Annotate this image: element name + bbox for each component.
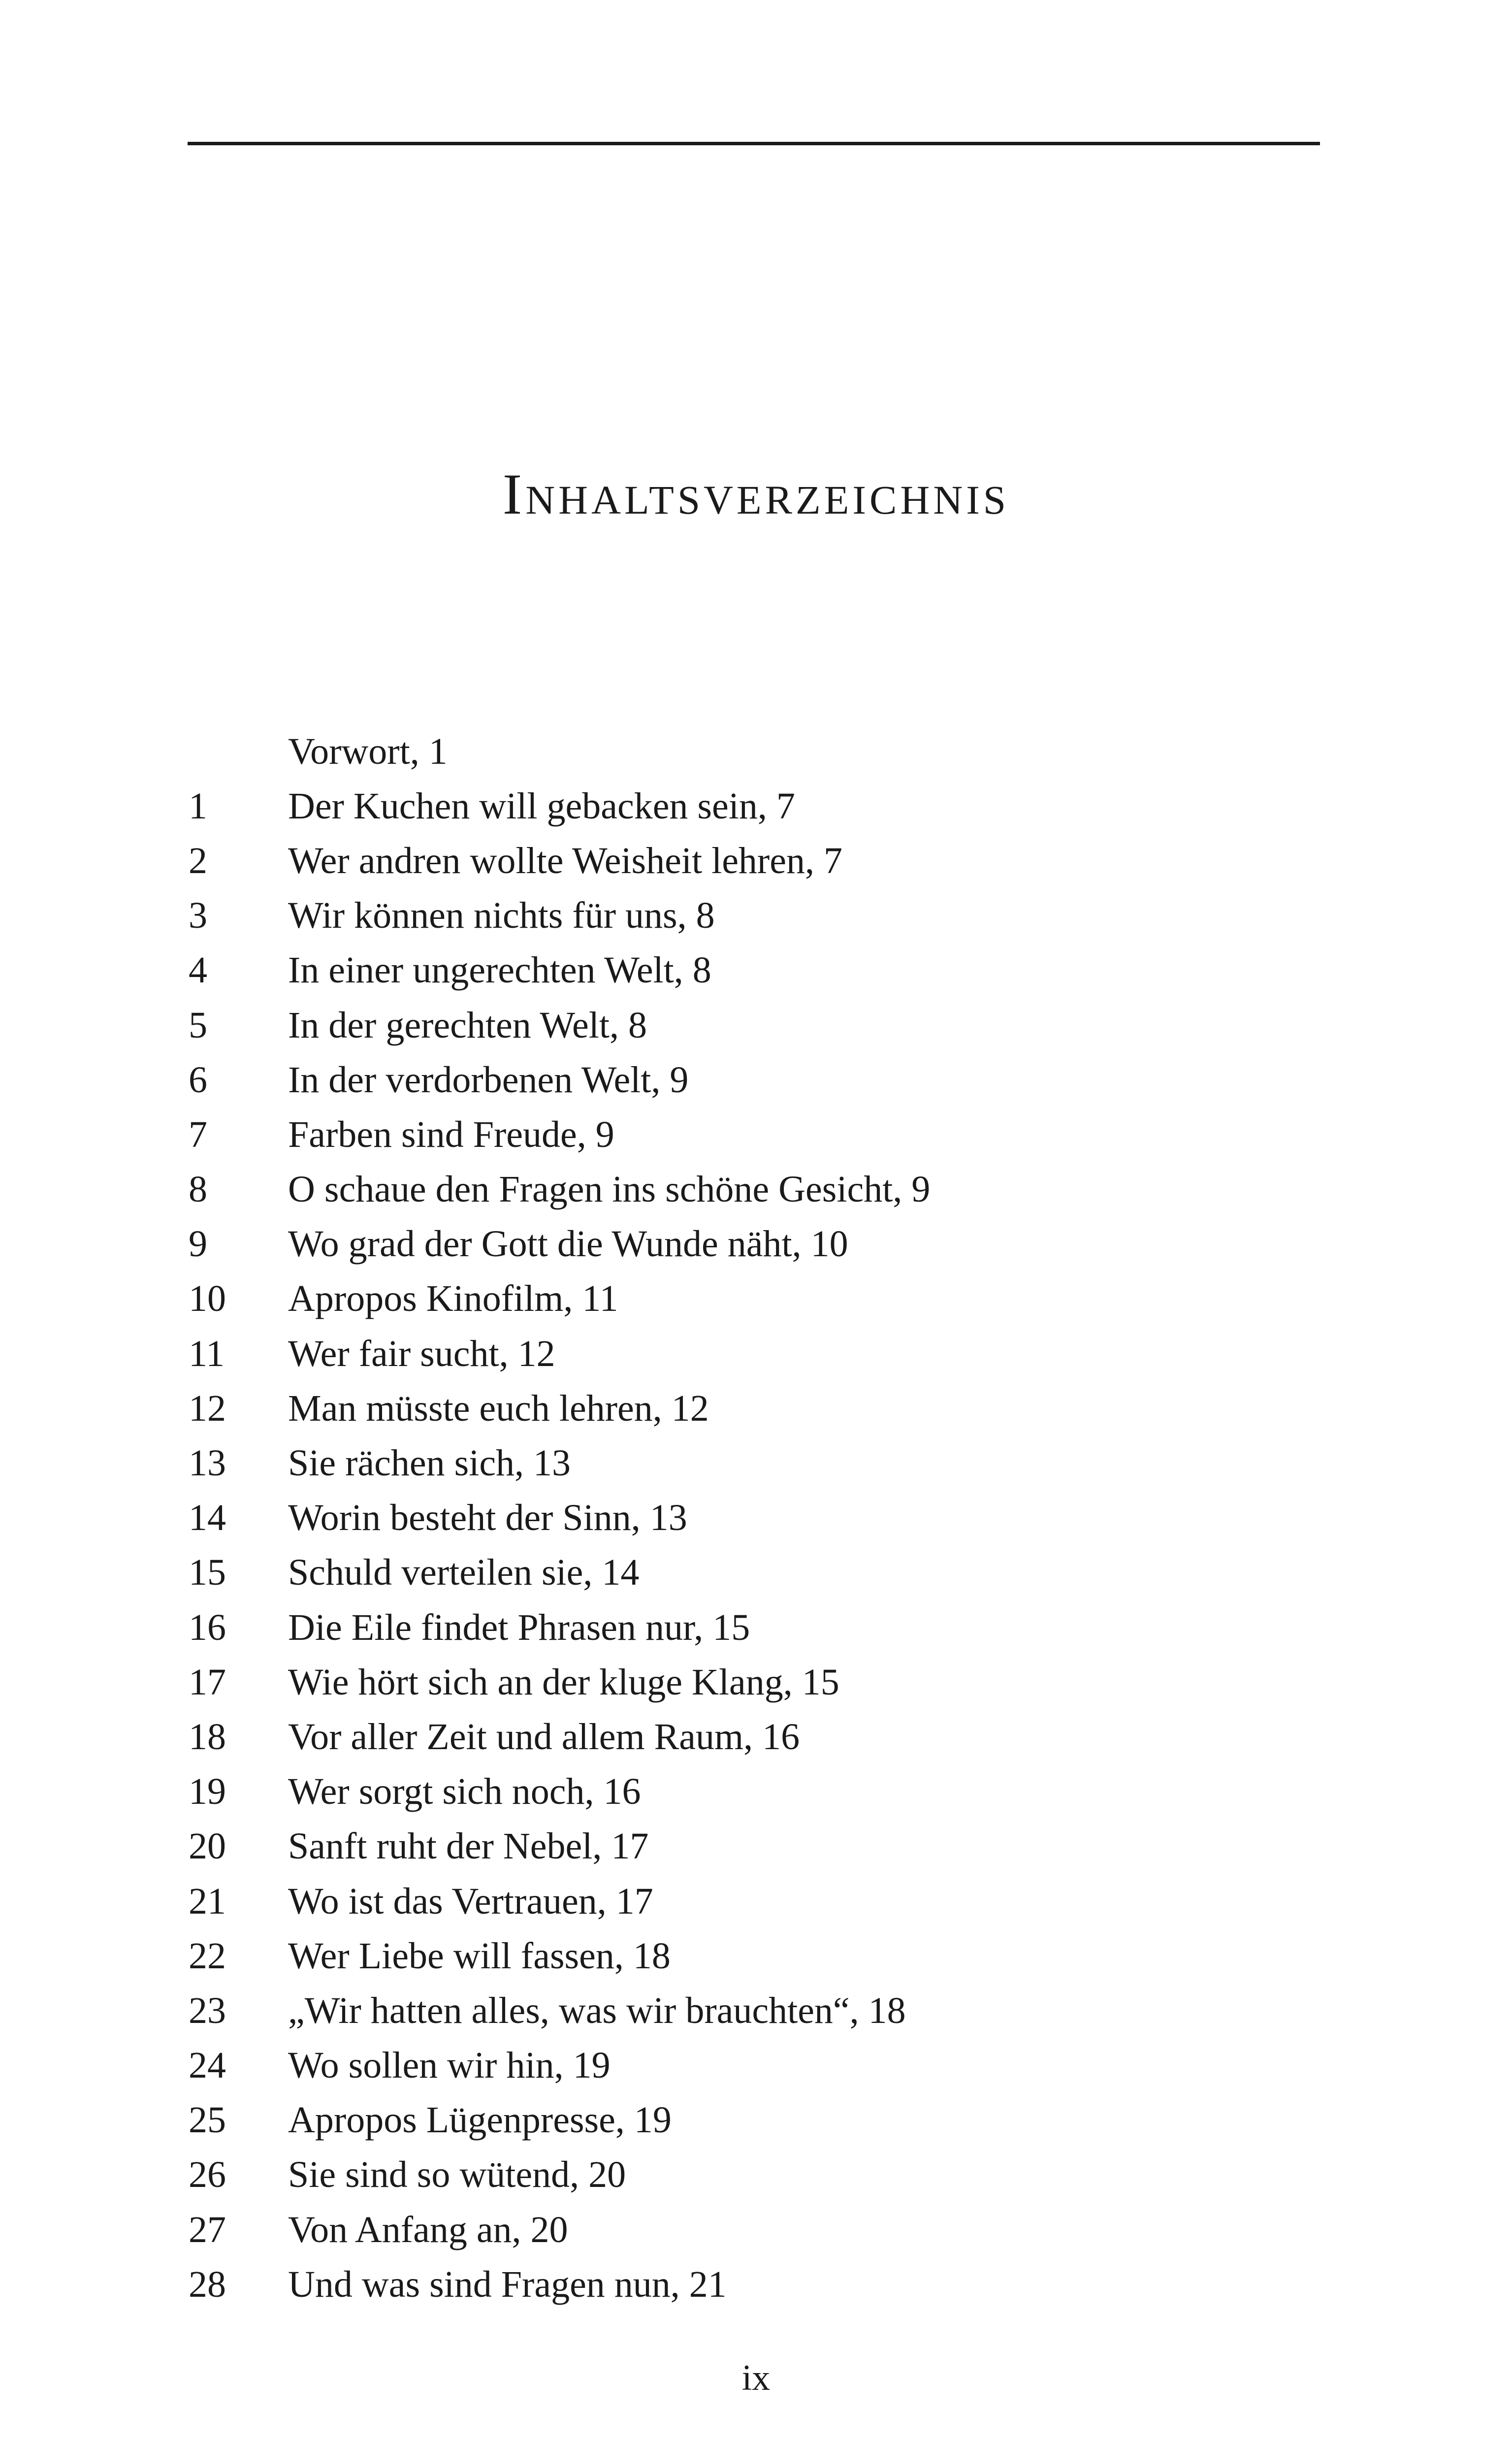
toc-entry xyxy=(189,2202,1321,2257)
toc-entry-number: 28 xyxy=(189,2263,226,2305)
toc-entry-title: In der gerechten Welt, 8 xyxy=(288,1004,647,1046)
toc-entry-number: 3 xyxy=(189,895,207,937)
toc-entry-number: 15 xyxy=(189,1552,226,1594)
toc-entry-title: Wir können nichts für uns, 8 xyxy=(288,895,715,937)
toc-entry-title: Sie sind so wütend, 20 xyxy=(288,2154,626,2196)
toc-entry xyxy=(189,833,1321,888)
table-of-contents xyxy=(189,724,1321,2312)
toc-entry-number: 11 xyxy=(189,1333,225,1374)
toc-entry xyxy=(189,943,1321,998)
toc-entry-title: Schuld verteilen sie, 14 xyxy=(288,1552,640,1594)
toc-entry-title: Wo ist das Vertrauen, 17 xyxy=(288,1880,653,1922)
toc-entry-preface xyxy=(189,724,1321,779)
toc-entry-number: 25 xyxy=(189,2099,226,2141)
toc-entry xyxy=(189,1545,1321,1600)
toc-entry-number: 27 xyxy=(189,2209,226,2250)
toc-entry-number: 8 xyxy=(189,1169,207,1210)
toc-entry-title: Von Anfang an, 20 xyxy=(288,2209,568,2250)
toc-entry-number: 1 xyxy=(189,785,207,827)
toc-entry-number: 18 xyxy=(189,1716,226,1758)
toc-entry-title: „Wir hatten alles, was wir brauchten“, 18 xyxy=(288,1989,906,2031)
toc-entry-number: 19 xyxy=(189,1771,226,1813)
toc-entry-number: 9 xyxy=(189,1223,207,1265)
toc-entry xyxy=(189,1874,1321,1928)
toc-entry-number: 13 xyxy=(189,1442,226,1484)
toc-entry xyxy=(189,2148,1321,2202)
toc-entry xyxy=(189,1600,1321,1655)
toc-entry-title: Wer fair sucht, 12 xyxy=(288,1333,555,1374)
toc-entry xyxy=(189,1709,1321,1764)
toc-entry-number: 10 xyxy=(189,1278,226,1320)
toc-entry-title: Vor aller Zeit und allem Raum, 16 xyxy=(288,1716,800,1758)
toc-entry xyxy=(189,1052,1321,1107)
toc-entry xyxy=(189,1491,1321,1545)
toc-entry-title: Und was sind Fragen nun, 21 xyxy=(288,2263,727,2305)
toc-entry-number: 22 xyxy=(189,1935,226,1977)
page-number: ix xyxy=(741,2358,771,2398)
toc-entry-title: Wer Liebe will fassen, 18 xyxy=(288,1935,671,1977)
toc-entry-number: 2 xyxy=(189,840,207,881)
toc-entry xyxy=(189,1655,1321,1709)
toc-entry-title: Sie rächen sich, 13 xyxy=(288,1442,571,1484)
toc-entry-title: In einer ungerechten Welt, 8 xyxy=(288,949,711,991)
toc-entry xyxy=(189,1107,1321,1162)
toc-entry-number: 16 xyxy=(189,1606,226,1648)
toc-entry-title: Man müsste euch lehren, 12 xyxy=(288,1387,709,1429)
toc-entry xyxy=(189,1435,1321,1490)
toc-entry xyxy=(189,1271,1321,1326)
toc-entry-number: 7 xyxy=(189,1113,207,1155)
toc-entry-number: 12 xyxy=(189,1387,226,1429)
toc-entry-title: Sanft ruht der Nebel, 17 xyxy=(288,1825,649,1867)
toc-entry xyxy=(189,1217,1321,1271)
toc-entry-number: 4 xyxy=(189,949,207,991)
toc-entry-title: Der Kuchen will gebacken sein, 7 xyxy=(288,785,795,827)
toc-entry-title: Wer andren wollte Weisheit lehren, 7 xyxy=(288,840,842,881)
toc-entry xyxy=(189,1928,1321,1983)
toc-entry xyxy=(189,1381,1321,1435)
toc-entry-title: Die Eile findet Phrasen nur, 15 xyxy=(288,1606,750,1648)
toc-entry-number: 6 xyxy=(189,1059,207,1101)
toc-entry xyxy=(189,779,1321,833)
toc-entry-number: 21 xyxy=(189,1880,226,1922)
toc-entry-title: Worin besteht der Sinn, 13 xyxy=(288,1497,687,1539)
toc-entry-title: Apropos Lügenpresse, 19 xyxy=(288,2099,672,2141)
toc-entry xyxy=(189,1764,1321,1819)
toc-entry-title: In der verdorbenen Welt, 9 xyxy=(288,1059,689,1101)
toc-entry xyxy=(189,1819,1321,1874)
toc-entry xyxy=(189,2038,1321,2093)
toc-entry-title: Wo sollen wir hin, 19 xyxy=(288,2045,611,2086)
toc-entry-title: O schaue den Fragen ins schöne Gesicht, 9 xyxy=(288,1169,931,1210)
toc-entry xyxy=(189,2093,1321,2148)
toc-entry-number: 17 xyxy=(189,1661,226,1703)
toc-entry xyxy=(189,1983,1321,2038)
page-title: Inhaltsverzeichnis xyxy=(502,462,1010,526)
toc-entry-title: Wie hört sich an der kluge Klang, 15 xyxy=(288,1661,839,1703)
top-rule xyxy=(188,142,1320,145)
toc-entry-number: 23 xyxy=(189,1989,226,2031)
toc-entry xyxy=(189,888,1321,943)
toc-entry xyxy=(189,1326,1321,1381)
toc-entry-title: Apropos Kinofilm, 11 xyxy=(288,1278,618,1320)
toc-entry-number: 20 xyxy=(189,1825,226,1867)
toc-entry-number: 24 xyxy=(189,2045,226,2086)
toc-entry-number: 5 xyxy=(189,1004,207,1046)
toc-entry xyxy=(189,2257,1321,2312)
toc-entry-title: Farben sind Freude, 9 xyxy=(288,1113,614,1155)
toc-entry-title: Vorwort, 1 xyxy=(288,730,448,772)
toc-entry-number: 14 xyxy=(189,1497,226,1539)
toc-entry-title: Wo grad der Gott die Wunde näht, 10 xyxy=(288,1223,848,1265)
toc-entry-number: 26 xyxy=(189,2154,226,2196)
toc-entry xyxy=(189,1162,1321,1217)
toc-entry xyxy=(189,998,1321,1052)
toc-entry-title: Wer sorgt sich noch, 16 xyxy=(288,1771,641,1813)
